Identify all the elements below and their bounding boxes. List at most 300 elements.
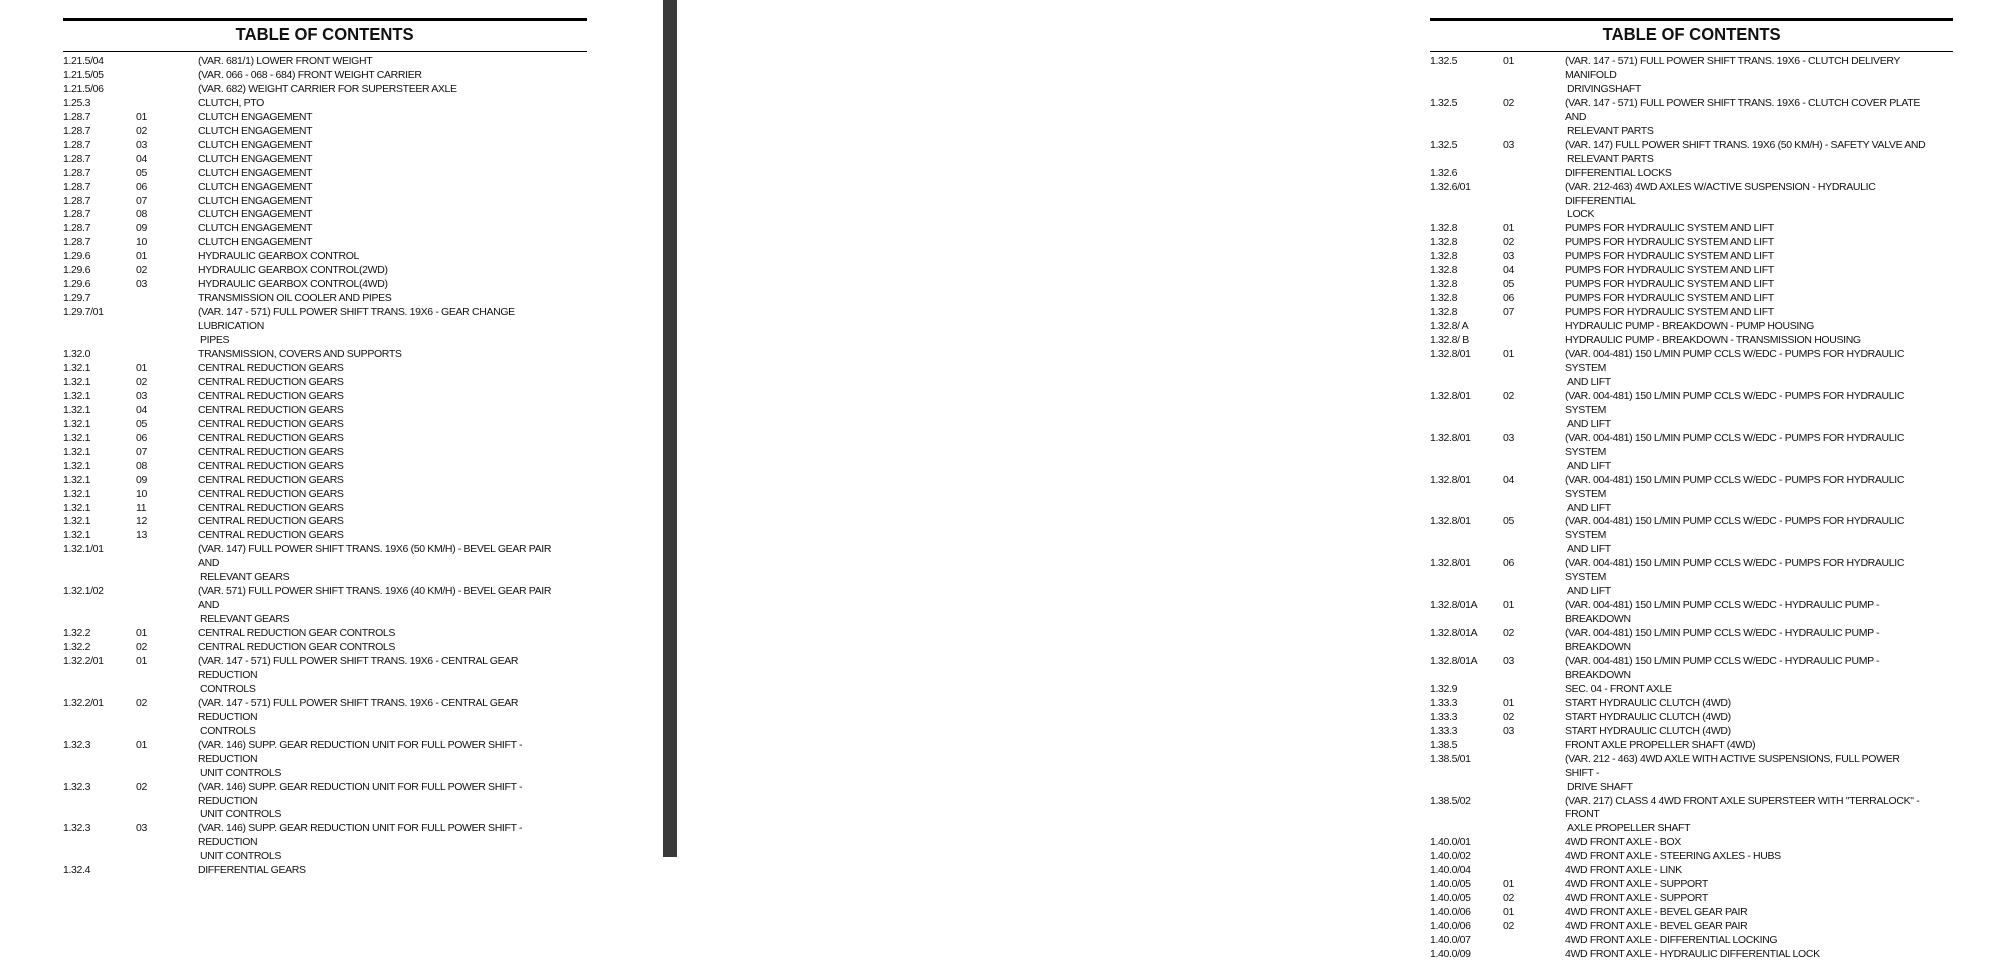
entry-subnumber: 08 xyxy=(136,459,147,472)
entry-description: SEC. 04 - FRONT AXLE xyxy=(1565,682,1672,695)
entry-code: 1.40.0/02 xyxy=(1430,850,1471,863)
entry-subnumber: 12 xyxy=(136,515,147,528)
entry-description-continued: RELEVANT PARTS xyxy=(1567,124,1654,137)
entry-code: 1.29.6 xyxy=(63,250,91,263)
entry-code: 1.28.7 xyxy=(63,222,91,235)
entry-subnumber: 09 xyxy=(136,473,147,486)
entry-description: HYDRAULIC GEARBOX CONTROL(2WD) xyxy=(198,264,388,277)
entry-subnumber: 01 xyxy=(136,627,147,640)
entry-description: START HYDRAULIC CLUTCH (4WD) xyxy=(1565,710,1731,723)
toc-entry[interactable] xyxy=(1430,264,1990,278)
entry-code: 1.32.8 xyxy=(1430,306,1458,319)
entry-description: (VAR. 004-481) 150 L/MIN PUMP CCLS W/EDC - HYDRAULIC PUMP - BREAKDOWN xyxy=(1565,599,1880,626)
page-divider xyxy=(663,0,677,857)
entry-description: HYDRAULIC GEARBOX CONTROL xyxy=(198,250,360,263)
entry-description: DIFFERENTIAL LOCKS xyxy=(1565,166,1672,179)
toc-entry[interactable] xyxy=(63,390,603,404)
toc-entry[interactable] xyxy=(1430,97,1990,139)
entry-description-continued: DRIVE SHAFT xyxy=(1567,780,1633,793)
entry-code: 1.28.7 xyxy=(63,110,91,123)
toc-entry[interactable] xyxy=(1430,878,1990,892)
toc-entry[interactable] xyxy=(1430,711,1990,725)
entry-description-continued: AXLE PROPELLER SHAFT xyxy=(1567,822,1691,835)
entry-description: (VAR. 147) FULL POWER SHIFT TRANS. 19X6 (50 KM/H) - BEVEL GEAR PAIR AND xyxy=(198,543,552,570)
entry-description: CLUTCH ENGAGEMENT xyxy=(198,166,313,179)
entry-description: CENTRAL REDUCTION GEARS xyxy=(198,403,344,416)
toc-entry[interactable] xyxy=(63,543,603,585)
entry-description: (VAR. 212 - 463) 4WD AXLE WITH ACTIVE SUSPENSIONS, FULL POWER SHIFT - xyxy=(1565,752,1900,779)
entry-subnumber: 07 xyxy=(136,445,147,458)
toc-entry[interactable] xyxy=(63,822,603,864)
toc-entry[interactable] xyxy=(63,432,603,446)
entry-description: CENTRAL REDUCTION GEARS xyxy=(198,515,344,528)
entry-description-continued: RELEVANT GEARS xyxy=(200,613,290,626)
entry-code: 1.32.1 xyxy=(63,487,91,500)
entry-description-continued: LOCK xyxy=(1567,208,1595,221)
entry-description-continued: AND LIFT xyxy=(1567,543,1611,556)
toc-entry[interactable] xyxy=(63,460,603,474)
toc-entry[interactable] xyxy=(63,125,603,139)
entry-code: 1.32.8/01 xyxy=(1430,557,1471,570)
entry-code: 1.29.6 xyxy=(63,264,91,277)
entry-description: (VAR. 147) FULL POWER SHIFT TRANS. 19X6 (50 KM/H) - SAFETY VALVE AND xyxy=(1565,138,1926,151)
entry-subnumber: 01 xyxy=(1503,599,1514,612)
entry-description: PUMPS FOR HYDRAULIC SYSTEM AND LIFT xyxy=(1565,236,1774,249)
entry-description: CLUTCH ENGAGEMENT xyxy=(198,222,313,235)
entry-description: START HYDRAULIC CLUTCH (4WD) xyxy=(1565,724,1731,737)
entry-subnumber: 11 xyxy=(136,501,147,514)
entry-description: (VAR. 004-481) 150 L/MIN PUMP CCLS W/EDC - HYDRAULIC PUMP - BREAKDOWN xyxy=(1565,654,1880,681)
entry-description-continued: AND LIFT xyxy=(1567,501,1611,514)
entry-description-continued: UNIT CONTROLS xyxy=(200,850,282,863)
entry-subnumber: 02 xyxy=(1503,389,1514,402)
toc-entry[interactable] xyxy=(1430,334,1990,348)
entry-code: 1.32.2 xyxy=(63,627,91,640)
entry-description-continued: CONTROLS xyxy=(200,682,256,695)
entry-code: 1.32.1 xyxy=(63,403,91,416)
entry-subnumber: 03 xyxy=(1503,724,1514,737)
toc-entry[interactable] xyxy=(1430,474,1990,516)
entry-code: 1.29.7/01 xyxy=(63,306,104,319)
entry-description: (VAR. 004-481) 150 L/MIN PUMP CCLS W/EDC - PUMPS FOR HYDRAULIC SYSTEM xyxy=(1565,431,1905,458)
toc-entry[interactable] xyxy=(63,167,603,181)
entry-description: CENTRAL REDUCTION GEARS xyxy=(198,459,344,472)
entry-description: CLUTCH, PTO xyxy=(198,96,264,109)
entry-description: CENTRAL REDUCTION GEARS xyxy=(198,417,344,430)
toc-entry[interactable] xyxy=(1430,250,1990,264)
toc-entry[interactable] xyxy=(63,208,603,222)
entry-code: 1.33.3 xyxy=(1430,724,1458,737)
entry-subnumber: 04 xyxy=(136,403,147,416)
entry-subnumber: 02 xyxy=(136,780,147,793)
toc-entry[interactable] xyxy=(1430,683,1990,697)
entry-code: 1.21.5/04 xyxy=(63,55,104,67)
entry-description: CLUTCH ENGAGEMENT xyxy=(198,194,313,207)
toc-header xyxy=(63,18,587,52)
toc-entry[interactable] xyxy=(1430,599,1990,627)
entry-code: 1.25.3 xyxy=(63,96,91,109)
entry-description: (VAR. 146) SUPP. GEAR REDUCTION UNIT FOR FULL POWER SHIFT - REDUCTION xyxy=(198,822,523,849)
entry-code: 1.32.8/01 xyxy=(1430,431,1471,444)
entry-description: CLUTCH ENGAGEMENT xyxy=(198,110,313,123)
entry-description: FRONT AXLE PROPELLER SHAFT (4WD) xyxy=(1565,738,1756,751)
entry-subnumber: 02 xyxy=(1503,710,1514,723)
toc-entry[interactable] xyxy=(63,236,603,250)
entry-description-continued: PIPES xyxy=(200,334,230,347)
entry-subnumber: 06 xyxy=(1503,292,1514,305)
entry-code: 1.38.5/01 xyxy=(1430,752,1471,765)
entry-code: 1.32.8 xyxy=(1430,278,1458,291)
toc-entry[interactable] xyxy=(1430,181,1990,223)
entry-subnumber: 02 xyxy=(1503,920,1514,933)
toc-entry[interactable] xyxy=(1430,627,1990,655)
entry-code: 1.32.1 xyxy=(63,445,91,458)
toc-entry[interactable] xyxy=(63,222,603,236)
toc-entry[interactable] xyxy=(63,181,603,195)
toc-entry[interactable] xyxy=(63,111,603,125)
entry-description: CENTRAL REDUCTION GEAR CONTROLS xyxy=(198,627,396,640)
toc-entry[interactable] xyxy=(1430,920,1990,934)
toc-entry[interactable] xyxy=(1430,557,1990,599)
toc-entry[interactable] xyxy=(1430,906,1990,920)
entry-description: (VAR. 681/1) LOWER FRONT WEIGHT xyxy=(198,55,373,67)
entry-subnumber: 01 xyxy=(136,361,147,374)
entry-subnumber: 04 xyxy=(1503,264,1514,277)
entry-subnumber: 07 xyxy=(1503,306,1514,319)
toc-entry[interactable] xyxy=(63,627,603,641)
entry-subnumber: 02 xyxy=(136,264,147,277)
entry-code: 1.40.0/05 xyxy=(1430,878,1471,891)
entry-description: (VAR. 147 - 571) FULL POWER SHIFT TRANS. 19X6 - CENTRAL GEAR REDUCTION xyxy=(198,654,519,681)
entry-code: 1.32.5 xyxy=(1430,96,1458,109)
toc-entry[interactable] xyxy=(1430,795,1990,837)
entry-subnumber: 03 xyxy=(1503,250,1514,263)
entry-description: CLUTCH ENGAGEMENT xyxy=(198,208,313,221)
entry-code: 1.32.3 xyxy=(63,738,91,751)
entry-description: 4WD FRONT AXLE - DIFFERENTIAL LOCKING xyxy=(1565,934,1778,947)
toc-entry[interactable] xyxy=(1430,697,1990,711)
toc-entry[interactable] xyxy=(63,264,603,278)
entry-code: 1.28.7 xyxy=(63,194,91,207)
toc-entry[interactable] xyxy=(63,739,603,781)
entry-subnumber: 06 xyxy=(136,431,147,444)
toc-title: TABLE OF CONTENTS xyxy=(1602,24,1781,44)
entry-description: PUMPS FOR HYDRAULIC SYSTEM AND LIFT xyxy=(1565,250,1774,263)
toc-entry[interactable] xyxy=(63,83,603,97)
entry-code: 1.32.8 xyxy=(1430,264,1458,277)
toc-entry[interactable] xyxy=(63,697,603,739)
toc-entry[interactable] xyxy=(63,474,603,488)
toc-entry[interactable] xyxy=(63,55,603,69)
entry-description: (VAR. 147 - 571) FULL POWER SHIFT TRANS. 19X6 - CENTRAL GEAR REDUCTION xyxy=(198,696,519,723)
toc-entry[interactable] xyxy=(63,348,603,362)
entry-code: 1.32.1 xyxy=(63,389,91,402)
toc-entry[interactable] xyxy=(63,250,603,264)
toc-entry[interactable] xyxy=(63,529,603,543)
entry-description: 4WD FRONT AXLE - SUPPORT xyxy=(1565,892,1708,905)
toc-entry[interactable] xyxy=(63,418,603,432)
entry-subnumber: 02 xyxy=(1503,236,1514,249)
entry-subnumber: 10 xyxy=(136,236,147,249)
entry-description: CENTRAL REDUCTION GEARS xyxy=(198,445,344,458)
entry-description-continued: DRIVINGSHAFT xyxy=(1567,82,1641,95)
entry-subnumber: 05 xyxy=(136,417,147,430)
entry-code: 1.32.8 xyxy=(1430,222,1458,235)
toc-entry[interactable] xyxy=(63,515,603,529)
entry-code: 1.21.5/05 xyxy=(63,68,104,81)
entry-description: CENTRAL REDUCTION GEARS xyxy=(198,389,344,402)
entry-subnumber: 01 xyxy=(136,110,147,123)
entry-description: (VAR. 146) SUPP. GEAR REDUCTION UNIT FOR FULL POWER SHIFT - REDUCTION xyxy=(198,780,523,807)
entry-code: 1.28.7 xyxy=(63,236,91,249)
toc-entry-list xyxy=(1430,55,1990,962)
entry-description: CLUTCH ENGAGEMENT xyxy=(198,152,313,165)
toc-entry[interactable] xyxy=(63,641,603,655)
entry-description: DIFFERENTIAL GEARS xyxy=(198,864,306,877)
entry-code: 1.32.8/ B xyxy=(1430,334,1469,347)
entry-code: 1.32.8 xyxy=(1430,250,1458,263)
toc-entry[interactable] xyxy=(1430,934,1990,948)
entry-description: PUMPS FOR HYDRAULIC SYSTEM AND LIFT xyxy=(1565,306,1774,319)
entry-description-continued: AND LIFT xyxy=(1567,585,1611,598)
entry-subnumber: 02 xyxy=(136,696,147,709)
toc-title: TABLE OF CONTENTS xyxy=(236,24,414,44)
toc-entry[interactable] xyxy=(1430,850,1990,864)
toc-entry[interactable] xyxy=(1430,390,1990,432)
entry-subnumber: 01 xyxy=(136,654,147,667)
entry-code: 1.40.0/04 xyxy=(1430,864,1471,877)
entry-code: 1.32.6 xyxy=(1430,166,1458,179)
toc-entry[interactable] xyxy=(1430,432,1990,474)
entry-code: 1.32.1 xyxy=(63,361,91,374)
toc-entry[interactable] xyxy=(63,655,603,697)
toc-entry[interactable] xyxy=(63,585,603,627)
toc-entry[interactable] xyxy=(63,864,603,878)
entry-code: 1.32.1 xyxy=(63,515,91,528)
entry-code: 1.32.6/01 xyxy=(1430,180,1471,193)
toc-entry[interactable] xyxy=(1430,725,1990,739)
toc-entry[interactable] xyxy=(1430,892,1990,906)
entry-description: (VAR. 212-463) 4WD AXLES W/ACTIVE SUSPENSION - HYDRAULIC DIFFERENTIAL xyxy=(1565,180,1876,207)
entry-description: HYDRAULIC PUMP - BREAKDOWN - TRANSMISSION HOUSING xyxy=(1565,334,1861,347)
entry-code: 1.32.2 xyxy=(63,641,91,654)
entry-description-continued: AND LIFT xyxy=(1567,375,1611,388)
entry-subnumber: 07 xyxy=(136,194,147,207)
toc-entry[interactable] xyxy=(1430,753,1990,795)
toc-page-left xyxy=(0,0,663,877)
toc-entry[interactable] xyxy=(1430,139,1990,167)
entry-description: (VAR. 004-481) 150 L/MIN PUMP CCLS W/EDC - PUMPS FOR HYDRAULIC SYSTEM xyxy=(1565,389,1905,416)
entry-subnumber: 09 xyxy=(136,222,147,235)
entry-subnumber: 04 xyxy=(136,152,147,165)
entry-code: 1.40.0/06 xyxy=(1430,920,1471,933)
entry-description: HYDRAULIC GEARBOX CONTROL(4WD) xyxy=(198,278,388,291)
toc-entry[interactable] xyxy=(63,502,603,516)
entry-description: CENTRAL REDUCTION GEARS xyxy=(198,529,344,542)
toc-entry[interactable] xyxy=(63,781,603,823)
entry-code: 1.32.1 xyxy=(63,417,91,430)
entry-code: 1.32.5 xyxy=(1430,55,1458,67)
entry-code: 1.28.7 xyxy=(63,208,91,221)
entry-description: (VAR. 147 - 571) FULL POWER SHIFT TRANS. 19X6 - CLUTCH COVER PLATE AND xyxy=(1565,96,1920,123)
entry-description-continued: UNIT CONTROLS xyxy=(200,808,282,821)
entry-code: 1.32.8/01A xyxy=(1430,654,1478,667)
entry-code: 1.29.7 xyxy=(63,292,91,305)
entry-description: 4WD FRONT AXLE - BOX xyxy=(1565,836,1681,849)
entry-code: 1.32.1 xyxy=(63,459,91,472)
toc-entry[interactable] xyxy=(63,404,603,418)
entry-code: 1.29.6 xyxy=(63,278,91,291)
entry-subnumber: 03 xyxy=(1503,431,1514,444)
entry-subnumber: 01 xyxy=(1503,348,1514,361)
toc-entry[interactable] xyxy=(1430,515,1990,557)
toc-entry[interactable] xyxy=(1430,278,1990,292)
entry-code: 1.32.3 xyxy=(63,822,91,835)
entry-description: (VAR. 682) WEIGHT CARRIER FOR SUPERSTEER AXLE xyxy=(198,82,457,95)
entry-code: 1.32.1 xyxy=(63,501,91,514)
entry-code: 1.32.2/01 xyxy=(63,696,104,709)
entry-description: (VAR. 571) FULL POWER SHIFT TRANS. 19X6 (40 KM/H) - BEVEL GEAR PAIR AND xyxy=(198,585,552,612)
toc-entry[interactable] xyxy=(1430,320,1990,334)
toc-entry[interactable] xyxy=(1430,948,1990,962)
entry-code: 1.21.5/06 xyxy=(63,82,104,95)
entry-subnumber: 05 xyxy=(136,166,147,179)
entry-code: 1.40.0/05 xyxy=(1430,892,1471,905)
toc-entry[interactable] xyxy=(1430,236,1990,250)
entry-code: 1.40.0/06 xyxy=(1430,906,1471,919)
entry-subnumber: 01 xyxy=(136,738,147,751)
entry-subnumber: 02 xyxy=(1503,627,1514,640)
entry-subnumber: 02 xyxy=(1503,892,1514,905)
entry-code: 1.32.1/02 xyxy=(63,585,104,598)
entry-description: PUMPS FOR HYDRAULIC SYSTEM AND LIFT xyxy=(1565,222,1774,235)
entry-code: 1.32.9 xyxy=(1430,682,1458,695)
entry-code: 1.28.7 xyxy=(63,124,91,137)
entry-subnumber: 01 xyxy=(1503,222,1514,235)
toc-entry[interactable] xyxy=(1430,222,1990,236)
toc-entry[interactable] xyxy=(63,195,603,209)
entry-code: 1.32.8/01A xyxy=(1430,627,1478,640)
entry-description-continued: CONTROLS xyxy=(200,724,256,737)
entry-code: 1.32.1/01 xyxy=(63,543,104,556)
toc-page-right xyxy=(677,0,1926,960)
entry-description: HYDRAULIC PUMP - BREAKDOWN - PUMP HOUSING xyxy=(1565,320,1814,333)
entry-subnumber: 01 xyxy=(1503,696,1514,709)
toc-entry[interactable] xyxy=(63,446,603,460)
toc-entry[interactable] xyxy=(1430,55,1990,97)
entry-code: 1.40.0/07 xyxy=(1430,934,1471,947)
entry-description: (VAR. 004-481) 150 L/MIN PUMP CCLS W/EDC - PUMPS FOR HYDRAULIC SYSTEM xyxy=(1565,348,1905,374)
toc-entry[interactable] xyxy=(63,376,603,390)
entry-description: (VAR. 146) SUPP. GEAR REDUCTION UNIT FOR FULL POWER SHIFT - REDUCTION xyxy=(198,738,523,765)
entry-subnumber: 03 xyxy=(1503,654,1514,667)
entry-code: 1.40.0/09 xyxy=(1430,948,1471,960)
entry-code: 1.32.8/01 xyxy=(1430,515,1471,528)
toc-entry[interactable] xyxy=(63,306,603,348)
entry-description: PUMPS FOR HYDRAULIC SYSTEM AND LIFT xyxy=(1565,292,1774,305)
entry-description-continued: AND LIFT xyxy=(1567,417,1611,430)
entry-code: 1.28.7 xyxy=(63,166,91,179)
entry-description: CENTRAL REDUCTION GEARS xyxy=(198,375,344,388)
toc-entry[interactable] xyxy=(63,362,603,376)
entry-code: 1.32.1 xyxy=(63,529,91,542)
entry-code: 1.33.3 xyxy=(1430,710,1458,723)
entry-code: 1.32.5 xyxy=(1430,138,1458,151)
entry-subnumber: 08 xyxy=(136,208,147,221)
entry-description: (VAR. 147 - 571) FULL POWER SHIFT TRANS. 19X6 - CLUTCH DELIVERY MANIFOLD xyxy=(1565,55,1900,81)
entry-subnumber: 01 xyxy=(1503,55,1514,67)
entry-description: 4WD FRONT AXLE - BEVEL GEAR PAIR xyxy=(1565,906,1748,919)
entry-code: 1.28.7 xyxy=(63,180,91,193)
entry-code: 1.32.1 xyxy=(63,431,91,444)
entry-code: 1.32.3 xyxy=(63,780,91,793)
toc-entry[interactable] xyxy=(63,97,603,111)
toc-header xyxy=(1430,18,1953,52)
entry-description: TRANSMISSION, COVERS AND SUPPORTS xyxy=(198,348,402,361)
entry-subnumber: 05 xyxy=(1503,515,1514,528)
toc-entry[interactable] xyxy=(1430,836,1990,850)
entry-code: 1.32.8/01A xyxy=(1430,599,1478,612)
toc-entry[interactable] xyxy=(1430,306,1990,320)
toc-entry[interactable] xyxy=(1430,348,1990,390)
entry-subnumber: 05 xyxy=(1503,278,1514,291)
entry-description: CLUTCH ENGAGEMENT xyxy=(198,180,313,193)
entry-subnumber: 02 xyxy=(1503,96,1514,109)
entry-subnumber: 02 xyxy=(136,375,147,388)
toc-entry-list xyxy=(63,55,603,878)
entry-description: (VAR. 066 - 068 - 684) FRONT WEIGHT CARRIER xyxy=(198,68,422,81)
entry-description: CLUTCH ENGAGEMENT xyxy=(198,124,313,137)
entry-description-continued: RELEVANT GEARS xyxy=(200,571,290,584)
toc-entry[interactable] xyxy=(63,153,603,167)
entry-description: TRANSMISSION OIL COOLER AND PIPES xyxy=(198,292,392,305)
toc-entry[interactable] xyxy=(1430,167,1990,181)
entry-subnumber: 06 xyxy=(136,180,147,193)
entry-subnumber: 01 xyxy=(1503,906,1514,919)
entry-description: CENTRAL REDUCTION GEAR CONTROLS xyxy=(198,641,396,654)
entry-code: 1.32.8/01 xyxy=(1430,473,1471,486)
entry-subnumber: 01 xyxy=(1503,878,1514,891)
toc-entry[interactable] xyxy=(1430,739,1990,753)
entry-code: 1.38.5 xyxy=(1430,738,1458,751)
entry-description: 4WD FRONT AXLE - SUPPORT xyxy=(1565,878,1708,891)
entry-description: 4WD FRONT AXLE - STEERING AXLES - HUBS xyxy=(1565,850,1781,863)
toc-entry[interactable] xyxy=(63,488,603,502)
entry-subnumber: 10 xyxy=(136,487,147,500)
toc-entry[interactable] xyxy=(1430,292,1990,306)
entry-description: 4WD FRONT AXLE - BEVEL GEAR PAIR xyxy=(1565,920,1748,933)
toc-entry[interactable] xyxy=(1430,864,1990,878)
entry-description: CENTRAL REDUCTION GEARS xyxy=(198,501,344,514)
toc-entry[interactable] xyxy=(63,278,603,292)
entry-code: 1.28.7 xyxy=(63,152,91,165)
entry-description: (VAR. 004-481) 150 L/MIN PUMP CCLS W/EDC - PUMPS FOR HYDRAULIC SYSTEM xyxy=(1565,515,1905,542)
entry-code: 1.32.8/ A xyxy=(1430,320,1469,333)
entry-code: 1.38.5/02 xyxy=(1430,794,1471,807)
toc-entry[interactable] xyxy=(63,292,603,306)
entry-description: 4WD FRONT AXLE - HYDRAULIC DIFFERENTIAL LOCK xyxy=(1565,948,1820,960)
entry-description: (VAR. 004-481) 150 L/MIN PUMP CCLS W/EDC - PUMPS FOR HYDRAULIC SYSTEM xyxy=(1565,473,1905,500)
entry-description: CENTRAL REDUCTION GEARS xyxy=(198,473,344,486)
entry-description: PUMPS FOR HYDRAULIC SYSTEM AND LIFT xyxy=(1565,278,1774,291)
toc-entry[interactable] xyxy=(63,69,603,83)
entry-subnumber: 03 xyxy=(136,278,147,291)
entry-description: (VAR. 004-481) 150 L/MIN PUMP CCLS W/EDC - HYDRAULIC PUMP - BREAKDOWN xyxy=(1565,627,1880,654)
toc-entry[interactable] xyxy=(63,139,603,153)
entry-subnumber: 13 xyxy=(136,529,147,542)
toc-entry[interactable] xyxy=(1430,655,1990,683)
entry-description: CLUTCH ENGAGEMENT xyxy=(198,236,313,249)
